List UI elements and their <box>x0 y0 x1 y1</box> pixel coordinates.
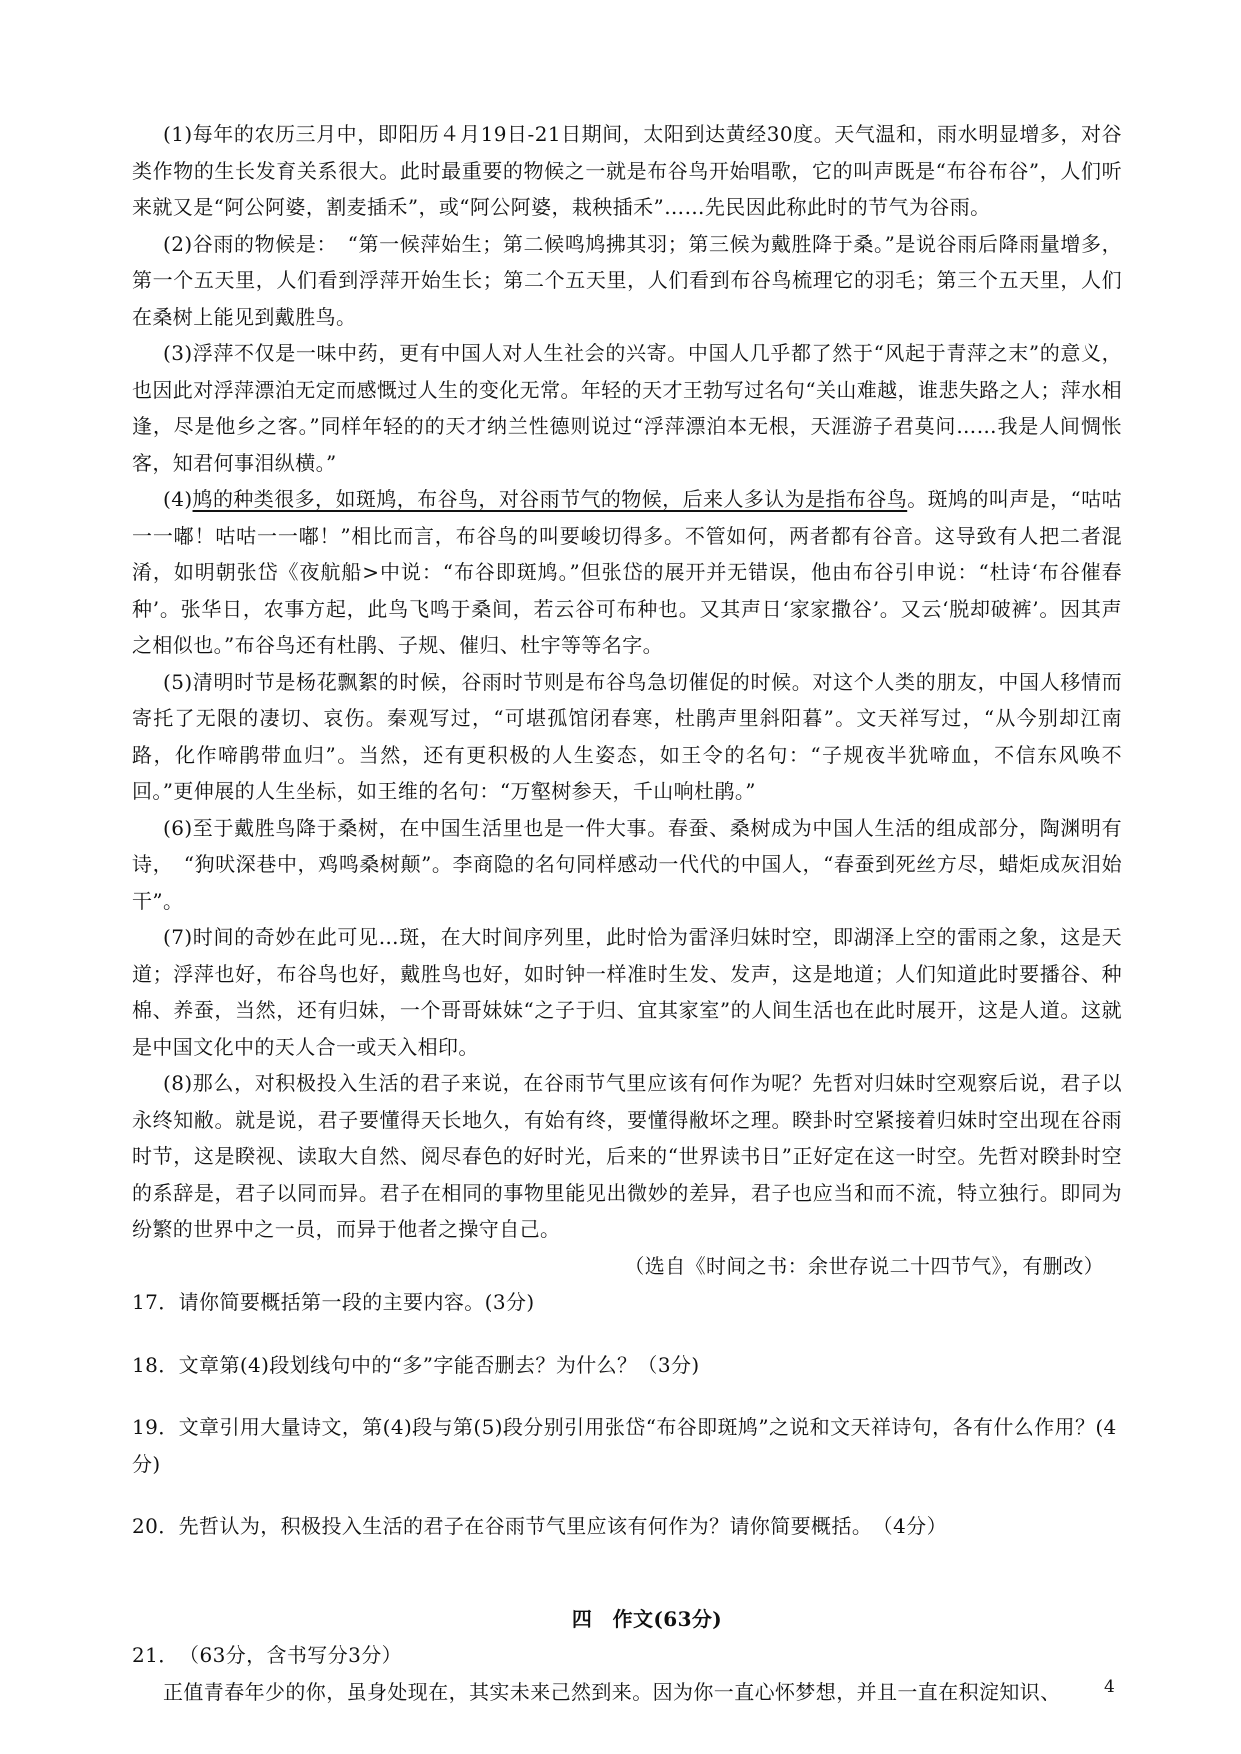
paragraph-4 <box>132 481 1122 664</box>
question-20: 20．先哲认为，积极投入生活的君子在谷雨节气里应该有何作为？请你简要概括。 （4分） <box>132 1514 947 1538</box>
underlined-sentence: 鸠的种类很多，如斑鸠，布谷鸟，对谷雨节气的物候，后来人多认为是指布谷鸟 <box>192 487 908 511</box>
paragraph-4-prefix: (4) <box>163 487 193 511</box>
source-citation: （选自《时间之书：余世存说二十四节气》，有删改） <box>624 1253 1104 1278</box>
page-number: 4 <box>1104 1677 1115 1697</box>
paragraph-1: (1)每年的农历三月中，即阳历４月19日-21日期间，太阳到达黄经30度。天气温和，雨水明显增多，对谷类作物的生长发育关系很大。此时最重要的物候之一就是布谷鸟开始唱歌，它的叫声既是“布谷布谷”，人们听来就又是“阿公阿婆，割麦插禾”，或“阿公阿婆，栽秧插禾”……先民因此称此时的节气为谷雨。 <box>132 122 1122 219</box>
exam-page <box>132 116 1122 1710</box>
paragraph-8: (8)那么，对积极投入生活的君子来说，在谷雨节气里应该有何作为呢？先哲对归妹时空观察后说，君子以永终知敝。就是说，君子要懂得天长地久，有始有终，要懂得敝坏之理。睽卦时空紧接着归妹时空出现在谷雨时节，这是睽视、读取大自然、阅尽春色的好时光，后来的“世界读书日”正好定在这一时空。先哲对睽卦时空的系辞是，君子以同而异。君子在相同的事物里能见出微妙的差异，君子也应当和而不流，特立独行。即同为纷繁的世界中之一员，而异于他者之操守自己。 <box>132 1071 1122 1241</box>
question-18: 18．文章第(4)段划线句中的“多”字能否删去？为什么？（3分) <box>132 1352 700 1377</box>
paragraph-3: (3)浮萍不仅是一味中药，更有中国人对人生社会的兴寄。中国人几乎都了然于“风起于青萍之末”的意义，也因此对浮萍漂泊无定而感慨过人生的变化无常。年轻的天才王勃写过名句“关山难越，谁悲失路之人；萍水相逢，尽是他乡之客。”同样年轻的的天才纳兰性德则说过“浮萍漂泊本无根，天涯游子君莫问……我是人间惆怅客，知君何事泪纵横。” <box>132 341 1122 475</box>
question-21-intro: 正值青春年少的你，虽身处现在，其实未来己然到来。因为你一直心怀梦想，并且一直在积淀知识、 <box>163 1679 1061 1704</box>
paragraph-6: (6)至于戴胜鸟降于桑树，在中国生活里也是一件大事。春蚕、桑树成为中国人生活的组成部分，陶渊明有诗， “狗吠深巷中，鸡鸣桑树颠”。李商隐的名句同样感动一代代的中国人，“春蚕到死丝方尽，蜡炬成灰泪始干”。 <box>132 815 1122 913</box>
paragraph-4-rest: 。斑鸠的叫声是，“咕咕一一嘟！咕咕一一嘟！”相比而言，布谷鸟的叫要峻切得多。不管如何，两者都有谷音。这导致有人把二者混淆，如明朝张岱《夜航船>中说：“布谷即斑鸠。”但张岱的展开并无错误，他由布谷引申说：“杜诗‘布谷催春种’。张华日，农事方起，此鸟飞鸣于桑间，若云谷可布种也。又其声日‘家家撒谷’。又云‘脱却破裤’。因其声之相似也。”布谷鸟还有杜鹃、子规、催归、杜宇等等名字。 <box>132 487 1123 657</box>
paragraph-7: (7)时间的奇妙在此可见…斑，在大时间序列里，此时恰为雷泽归妹时空，即湖泽上空的雷雨之象，这是天道；浮萍也好，布谷鸟也好，戴胜鸟也好，如时钟一样准时生发、发声，这是地道；人们知道此时要播谷、种棉、养蚕，当然，还有归妹，一个哥哥妹妹“之子于归、宜其家室”的人间生活也在此时展开，这是人道。这就是中国文化中的天人合一或天入相印。 <box>132 925 1122 1059</box>
paragraph-5: (5)清明时节是杨花飘絮的时候，谷雨时节则是布谷鸟急切催促的时候。对这个人类的朋友，中国人移情而寄托了无限的凄切、哀伤。秦观写过，“可堪孤馆闭春寒，杜鹃声里斜阳暮”。文天祥写过，“从今别却江南路，化作啼鹃带血归”。当然，还有更积极的人生姿态，如王令的名句：“子规夜半犹啼血，不信东风唤不回。”更伸展的人生坐标，如王维的名句：“万壑树参天，千山响杜鹃。” <box>132 669 1122 803</box>
paragraph-2: (2)谷雨的物候是： “第一候萍始生；第二候鸣鸠拂其羽；第三候为戴胜降于桑。”是说谷雨后降雨量增多，第一个五天里，人们看到浮萍开始生长；第二个五天里，人们看到布谷鸟梳理它的羽毛；第三个五天里，人们在桑树上能见到戴胜鸟。 <box>132 231 1122 329</box>
question-21-label: 21． （63分，含书写分3分） <box>132 1643 403 1667</box>
essay-section-title: 四 作文(63分) <box>571 1606 723 1631</box>
question-17: 17．请你简要概括第一段的主要内容。(3分) <box>132 1290 535 1314</box>
question-19: 19．文章引用大量诗文，第(4)段与第(5)段分别引用张岱“布谷即斑鸠”之说和文天祥诗句，各有什么作用？(4分) <box>132 1415 1117 1476</box>
